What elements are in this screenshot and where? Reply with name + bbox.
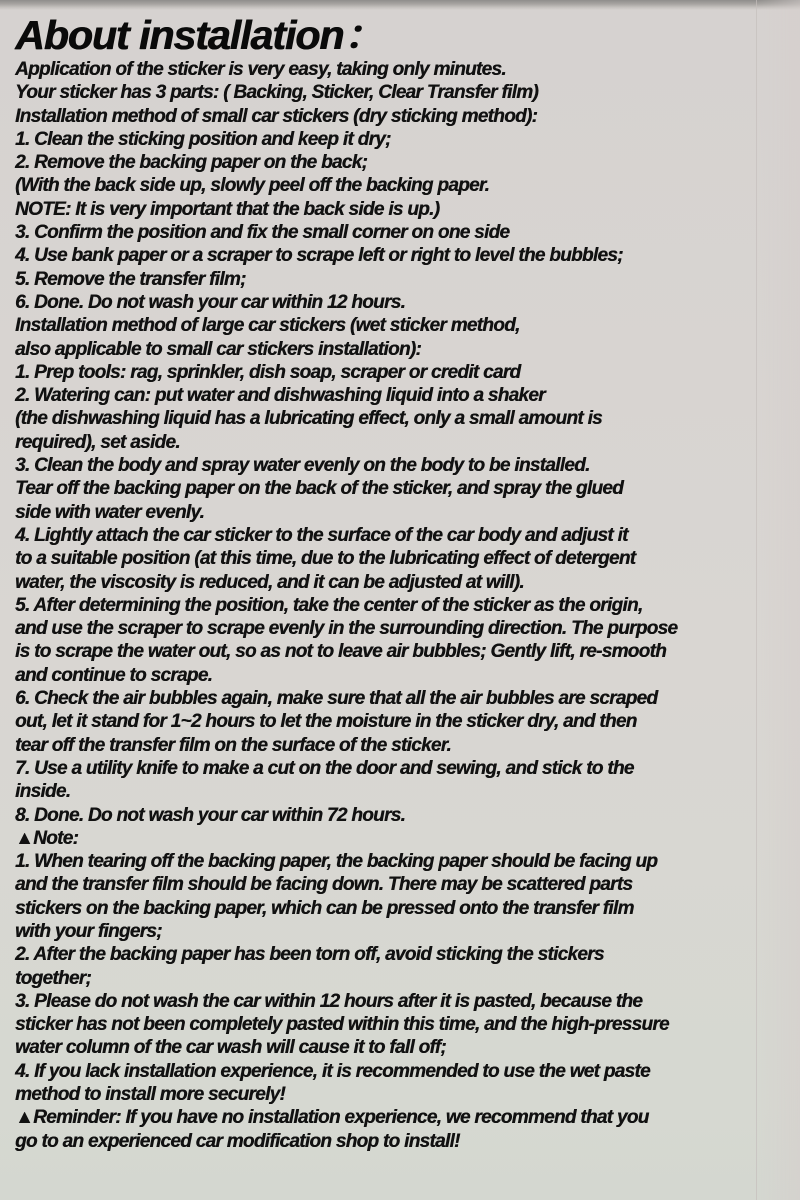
text-line: 6. Done. Do not wash your car within 12 hours.	[15, 291, 406, 313]
text-line: 5. Remove the transfer film;	[15, 268, 246, 290]
text-line: side with water evenly.	[15, 501, 205, 523]
text-line: inside.	[15, 781, 71, 803]
text-line: out, let it stand for 1~2 hours to let the moisture in the sticker dry, and then	[15, 711, 637, 733]
text-line: Installation method of large car stickers (wet sticker method,	[15, 315, 520, 337]
instructions-text	[15, 58, 790, 1153]
text-line: stickers on the backing paper, which can be pressed onto the transfer film	[15, 897, 634, 919]
text-line: ▲Reminder: If you have no installation experience, we recommend that you	[15, 1107, 649, 1129]
text-line: and continue to scrape.	[15, 664, 213, 686]
text-line: Installation method of small car stickers (dry sticking method):	[15, 105, 538, 127]
text-line: Tear off the backing paper on the back of the sticker, and spray the glued	[15, 478, 624, 500]
text-line: 3. Confirm the position and fix the small corner on one side	[15, 222, 510, 244]
text-line: 2. Remove the backing paper on the back;	[15, 152, 368, 174]
text-line: 2. Watering can: put water and dishwashing liquid into a shaker	[15, 385, 545, 407]
text-line: method to install more securely!	[15, 1084, 286, 1106]
text-line: tear off the transfer film on the surface of the sticker.	[15, 734, 451, 756]
text-line: is to scrape the water out, so as not to leave air bubbles; Gently lift, re-smooth	[15, 641, 667, 663]
text-line: together;	[15, 967, 92, 989]
text-line: also applicable to small car stickers installation):	[15, 338, 422, 360]
text-line: water column of the car wash will cause it to fall off;	[15, 1037, 446, 1059]
page-title: About installation：	[15, 12, 384, 58]
text-line: 7. Use a utility knife to make a cut on the door and sewing, and stick to the	[15, 757, 634, 779]
text-line: 8. Done. Do not wash your car within 72 hours.	[15, 804, 406, 826]
text-line: Application of the sticker is very easy, taking only minutes.	[15, 59, 506, 80]
text-line: and use the scraper to scrape evenly in the surrounding direction. The purpose	[15, 618, 678, 640]
text-line: 4. Lightly attach the car sticker to the surface of the car body and adjust it	[15, 524, 628, 546]
text-line: 1. When tearing off the backing paper, the backing paper should be facing up	[15, 851, 658, 873]
text-line: NOTE: It is very important that the back side is up.)	[15, 198, 440, 220]
text-line: 1. Clean the sticking position and keep it dry;	[15, 128, 391, 150]
text-line: 3. Clean the body and spray water evenly on the body to be installed.	[15, 455, 590, 477]
text-line: 6. Check the air bubbles again, make sure that all the air bubbles are scraped	[15, 688, 658, 710]
text-line: to a suitable position (at this time, due to the lubricating effect of detergent	[15, 548, 636, 570]
text-line: 4. If you lack installation experience, it is recommended to use the wet paste	[15, 1060, 650, 1082]
text-line: (With the back side up, slowly peel off the backing paper.	[15, 175, 490, 197]
text-line: water, the viscosity is reduced, and it can be adjusted at will).	[15, 571, 524, 593]
text-line: (the dishwashing liquid has a lubricating effect, only a small amount is	[15, 408, 602, 430]
text-line: with your fingers;	[15, 920, 162, 942]
text-line: 2. After the backing paper has been torn off, avoid sticking the stickers	[15, 944, 604, 966]
text-line: required), set aside.	[15, 431, 180, 453]
text-line: go to an experienced car modification shop to install!	[15, 1130, 460, 1152]
text-line: and the transfer film should be facing down. There may be scattered parts	[15, 874, 633, 896]
text-line: ▲Note:	[15, 827, 79, 849]
text-line: Your sticker has 3 parts: ( Backing, Sticker, Clear Transfer film)	[15, 82, 538, 104]
text-line: 5. After determining the position, take the center of the sticker as the origin,	[15, 594, 643, 616]
text-line: sticker has not been completely pasted within this time, and the high-pressure	[15, 1014, 669, 1036]
text-line: 1. Prep tools: rag, sprinkler, dish soap, scraper or credit card	[15, 361, 521, 383]
text-line: 3. Please do not wash the car within 12 hours after it is pasted, because the	[15, 990, 643, 1012]
text-line: 4. Use bank paper or a scraper to scrape left or right to level the bubbles;	[15, 245, 623, 267]
